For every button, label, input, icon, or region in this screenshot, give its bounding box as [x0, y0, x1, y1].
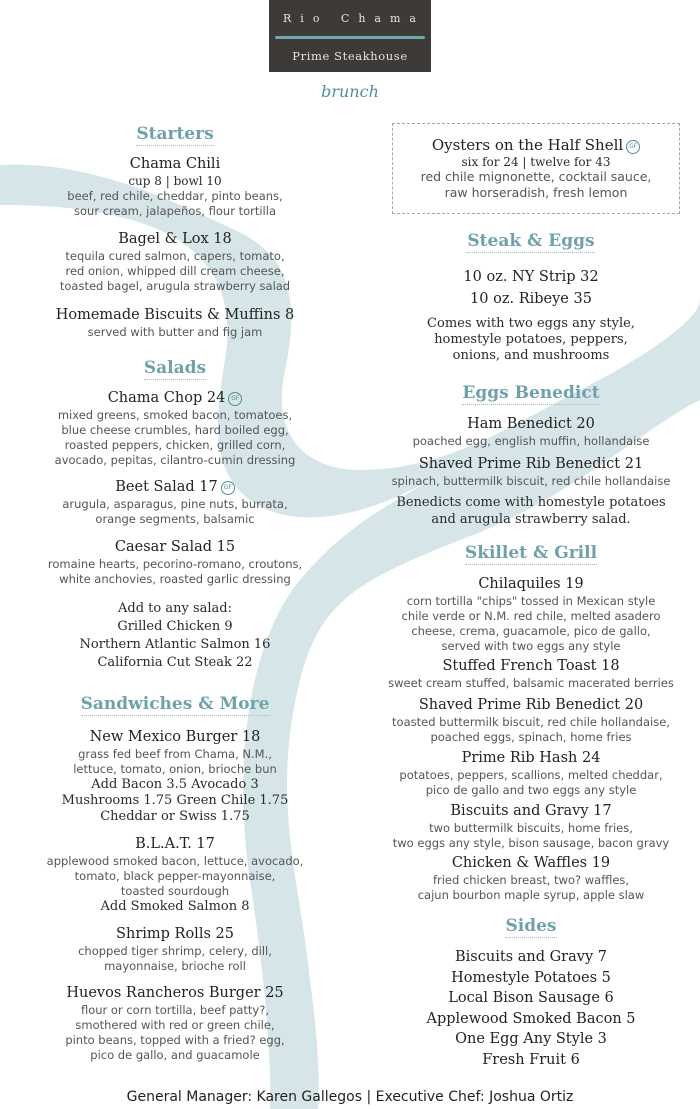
item-name: Caesar Salad 15: [114, 539, 236, 555]
menu-item-caesar-salad: [10, 538, 340, 587]
item-desc: sweet cream stuffed, balsamic macerated berries: [388, 676, 674, 690]
side-item: One Egg Any Style 3: [455, 1031, 607, 1047]
item-desc: potatoes, peppers, scallions, melted cheddar,: [399, 768, 663, 782]
menu-item-biscuits-gravy: [370, 802, 692, 851]
item-name: Oysters on the Half Shell GF: [393, 136, 679, 155]
menu-item-nm-burger: [10, 728, 340, 825]
item-desc: cheese, crema, guacamole, pico de gallo,: [411, 624, 651, 638]
gluten-free-icon: GF: [228, 392, 242, 406]
item-desc: mixed greens, smoked bacon, tomatoes,: [57, 408, 293, 422]
item-desc: blue cheese crumbles, hard boiled egg,: [61, 423, 289, 437]
item-name: Prime Rib Hash 24: [461, 750, 601, 766]
item-desc: toasted buttermilk biscuit, red chile hollandaise,: [392, 715, 670, 729]
item-name: Bagel & Lox 18: [118, 231, 232, 247]
sides-list: [370, 947, 692, 1070]
item-desc: pinto beans, topped with a fried? egg,: [65, 1033, 285, 1047]
note-line: Benedicts come with homestyle potatoes: [396, 495, 666, 510]
staff-credits-footer: General Manager: Karen Gallegos | Executive Chef: Joshua Ortiz: [126, 1089, 574, 1105]
item-name: 10 oz. Ribeye 35: [470, 291, 592, 307]
note-line: Comes with two eggs any style,: [427, 316, 635, 331]
item-name: Chama Chop 24 GF: [10, 389, 340, 408]
gluten-free-icon: GF: [221, 481, 235, 495]
section-heading-steak-eggs: Steak & Eggs: [467, 231, 595, 251]
section-heading-skillet-grill: Skillet & Grill: [464, 543, 598, 563]
menu-item-chicken-waffles: [370, 854, 692, 903]
item-name: Stuffed French Toast 18: [442, 658, 620, 674]
item-add-ons: Cheddar or Swiss 1.75: [100, 809, 250, 824]
side-item: Homestyle Potatoes 5: [451, 969, 611, 986]
menu-item-chama-chop: [10, 389, 340, 468]
menu-item-french-toast: [370, 657, 692, 691]
item-desc: mayonnaise, brioche roll: [104, 959, 246, 973]
item-price: six for 24 | twelve for 43: [461, 155, 611, 169]
item-desc: pico de gallo and two eggs any style: [425, 783, 637, 797]
add-on-item: Northern Atlantic Salmon 16: [79, 637, 271, 652]
section-heading-eggs-benedict: Eggs Benedict: [462, 383, 600, 403]
item-name: Biscuits and Gravy 17: [450, 803, 612, 819]
add-ons-heading: Add to any salad:: [118, 601, 232, 616]
item-desc: romaine hearts, pecorino-romano, croutons,: [47, 557, 303, 571]
item-add-ons: Mushrooms 1.75 Green Chile 1.75: [61, 793, 289, 808]
item-desc: lettuce, tomato, onion, brioche bun: [73, 762, 277, 776]
item-name: B.L.A.T. 17: [135, 836, 215, 852]
item-desc: smothered with red or green chile,: [75, 1018, 275, 1032]
item-name: Chicken & Waffles 19: [451, 855, 611, 871]
item-name: Shaved Prime Rib Benedict 21: [418, 456, 644, 472]
steak-eggs-items: [370, 266, 692, 310]
add-on-item: Grilled Chicken 9: [117, 619, 233, 634]
menu-item-bagel-lox: [10, 230, 340, 294]
menu-label: brunch: [321, 82, 379, 101]
restaurant-logo: [269, 0, 431, 72]
item-desc: spinach, buttermilk biscuit, red chile hollandaise: [391, 474, 671, 488]
item-add-ons: Add Bacon 3.5 Avocado 3: [91, 777, 259, 792]
item-desc: chile verde or N.M. red chile, melted asadero: [401, 609, 661, 623]
section-heading-starters: Starters: [136, 124, 214, 144]
menu-item-chama-chili: [10, 155, 340, 219]
menu-item-ham-benedict: [370, 415, 692, 449]
item-name: New Mexico Burger 18: [89, 729, 261, 745]
item-desc: toasted bagel, arugula strawberry salad: [59, 279, 291, 293]
item-desc: avocado, pepitas, cilantro-cumin dressing: [54, 453, 296, 467]
menu-item-prime-rib-benedict-skillet: [370, 696, 692, 745]
menu-item-shrimp-rolls: [10, 925, 340, 974]
item-desc: two buttermilk biscuits, home fries,: [429, 821, 633, 835]
oysters-box: [392, 123, 680, 214]
item-desc: red chile mignonette, cocktail sauce,: [420, 169, 652, 184]
side-item: Applewood Smoked Bacon 5: [426, 1010, 636, 1027]
item-desc: poached eggs, spinach, home fries: [430, 730, 632, 744]
side-item: Biscuits and Gravy 7: [455, 949, 607, 965]
item-desc: red onion, whipped dill cream cheese,: [65, 264, 285, 278]
side-item: Fresh Fruit 6: [482, 1051, 580, 1068]
item-price: cup 8 | bowl 10: [128, 174, 222, 188]
gluten-free-icon: GF: [626, 140, 640, 154]
item-name: Chama Chili: [129, 156, 221, 172]
item-desc: chopped tiger shrimp, celery, dill,: [78, 944, 272, 958]
menu-item-prime-rib-hash: [370, 749, 692, 798]
item-desc: toasted sourdough: [120, 884, 230, 898]
item-name: Huevos Rancheros Burger 25: [66, 985, 284, 1001]
item-desc: fried chicken breast, two? waffles,: [432, 873, 630, 887]
item-desc: raw horseradish, fresh lemon: [444, 185, 628, 200]
item-name: Shrimp Rolls 25: [116, 926, 234, 942]
logo-subtitle: Prime Steakhouse: [292, 49, 408, 63]
item-desc: poached egg, english muffin, hollandaise: [412, 434, 650, 448]
item-add-ons: Add Smoked Salmon 8: [100, 899, 250, 914]
section-heading-salads: Salads: [143, 358, 207, 378]
item-name: Shaved Prime Rib Benedict 20: [418, 697, 644, 713]
item-name: Homemade Biscuits & Muffins 8: [55, 307, 295, 323]
logo-name: Rio Chama: [283, 12, 425, 25]
item-desc: applewood smoked bacon, lettuce, avocado,: [46, 854, 304, 868]
section-heading-sandwiches: Sandwiches & More: [80, 694, 270, 714]
item-desc: cajun bourbon maple syrup, apple slaw: [417, 888, 645, 902]
item-desc: served with two eggs any style: [441, 639, 621, 653]
benedict-note: [370, 494, 692, 528]
item-desc: orange segments, balsamic: [95, 512, 255, 526]
item-desc: flour or corn tortilla, beef patty?,: [80, 1003, 269, 1017]
note-line: onions, and mushrooms: [452, 348, 610, 363]
item-desc: sour cream, jalapeños, flour tortilla: [74, 204, 276, 218]
item-name: Ham Benedict 20: [467, 416, 595, 432]
salad-add-ons: [10, 600, 340, 672]
item-name: Beet Salad 17 GF: [10, 478, 340, 497]
add-on-item: California Cut Steak 22: [97, 655, 253, 670]
item-desc: beef, red chile, cheddar, pinto beans,: [67, 189, 283, 203]
item-desc: arugula, asparagus, pine nuts, burrata,: [62, 497, 288, 511]
menu-item-chilaquiles: [370, 575, 692, 654]
item-desc: pico de gallo, and guacamole: [90, 1048, 260, 1062]
side-item: Local Bison Sausage 6: [448, 990, 614, 1006]
note-line: and arugula strawberry salad.: [431, 512, 631, 527]
menu-item-prime-rib-benedict: [370, 455, 692, 489]
menu-item-huevos-burger: [10, 984, 340, 1063]
item-desc: corn tortilla "chips" tossed in Mexican style: [406, 594, 656, 608]
item-desc: tequila cured salmon, capers, tomato,: [65, 249, 285, 263]
item-name: 10 oz. NY Strip 32: [463, 269, 599, 285]
steak-eggs-note: [370, 316, 692, 364]
menu-item-biscuits-muffins: [10, 306, 340, 340]
item-desc: roasted peppers, chicken, grilled corn,: [64, 438, 286, 452]
item-desc: two eggs any style, bison sausage, bacon gravy: [392, 836, 670, 850]
menu-item-beet-salad: [10, 478, 340, 527]
menu-item-blat: [10, 835, 340, 915]
section-heading-sides: Sides: [505, 916, 557, 936]
item-desc: tomato, black pepper-mayonnaise,: [74, 869, 276, 883]
item-desc: white anchovies, roasted garlic dressing: [59, 572, 291, 586]
logo-river-stripe: [275, 36, 425, 39]
item-desc: served with butter and fig jam: [87, 325, 263, 339]
item-desc: grass fed beef from Chama, N.M.,: [78, 747, 272, 761]
item-name: Chilaquiles 19: [478, 576, 584, 592]
note-line: homestyle potatoes, peppers,: [434, 332, 628, 347]
